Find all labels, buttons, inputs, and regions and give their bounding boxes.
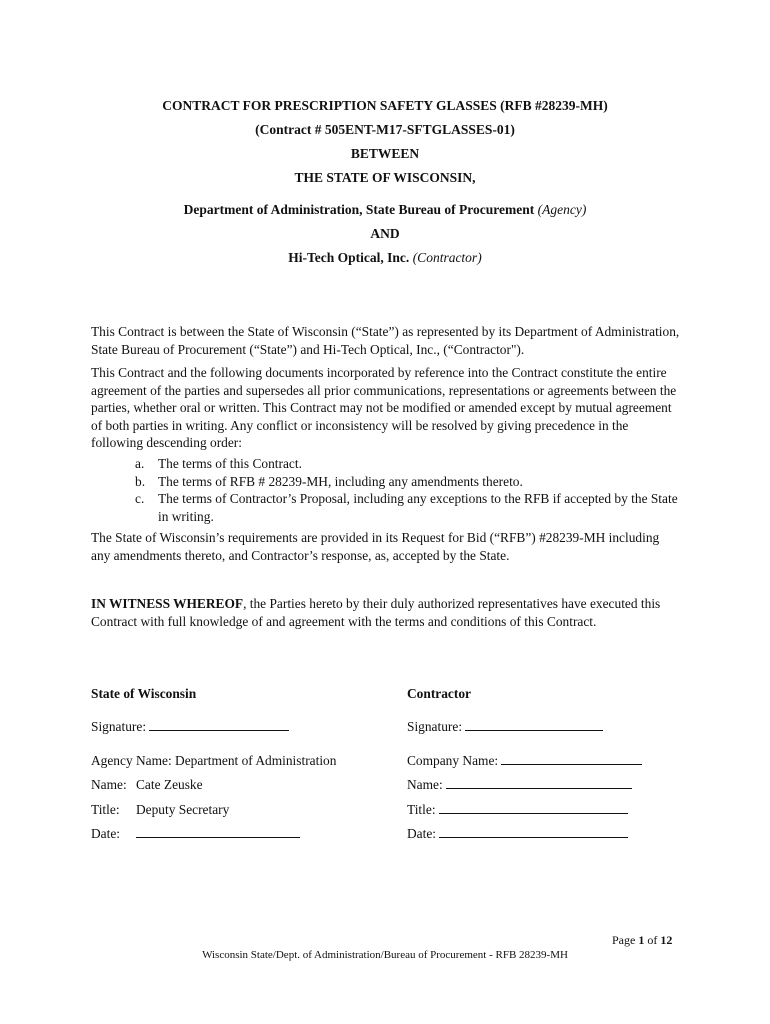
contractor-signature-label: Signature: — [407, 719, 463, 734]
state-signature-label: Signature: — [91, 719, 147, 734]
precedence-paragraph: This Contract and the following documents incorporated by reference into the Contract constitute the entire agreement of the parties and supersedes all prior communications, representations or agreements between the parties, whether oral or written. This Contract may not be modified or amended except by mutual agreement of both parties in writing. Any conflict or inconsistency will be resolved by giving precedence in the following descending order: — [91, 365, 677, 451]
contractor-date-line[interactable] — [439, 825, 628, 838]
contractor-name-line[interactable] — [446, 776, 632, 789]
list-text: The terms of this Contract. — [158, 456, 302, 471]
contractor-role: (Contractor) — [412, 250, 482, 265]
state-agency-label: Agency Name: — [91, 753, 172, 768]
contractor-signature-line[interactable] — [465, 718, 603, 731]
contractor-date-row — [407, 825, 628, 843]
list-item — [135, 473, 680, 491]
and-label: AND — [370, 226, 400, 241]
contract-title: CONTRACT FOR PRESCRIPTION SAFETY GLASSES (RFB #28239-MH) — [162, 98, 608, 113]
page-number — [612, 933, 672, 948]
contractor-name-label: Name: — [407, 777, 443, 792]
state-agency-row — [91, 752, 336, 770]
state-agency-value: Department of Administration — [175, 753, 337, 768]
contractor-heading: Contractor — [407, 686, 471, 701]
page-total: 12 — [660, 933, 673, 947]
contractor-title-label: Title: — [407, 802, 436, 817]
state-signature-line[interactable] — [149, 718, 289, 731]
contractor-title-line[interactable] — [439, 801, 628, 814]
list-text: The terms of RFB # 28239-MH, including any amendments thereto. — [158, 473, 523, 489]
contract-title-block — [0, 94, 770, 270]
between-label: BETWEEN — [350, 146, 420, 161]
page-word: Page — [612, 933, 636, 947]
witness-paragraph — [91, 595, 681, 630]
contractor-company-label: Company Name: — [407, 753, 499, 768]
precedence-list — [135, 455, 680, 525]
state-name-label: Name: — [91, 777, 127, 792]
contractor-name: Hi-Tech Optical, Inc. — [288, 250, 410, 265]
state-name: THE STATE OF WISCONSIN, — [294, 170, 476, 185]
state-date-line[interactable] — [136, 825, 300, 838]
contractor-title-row — [407, 801, 628, 819]
contractor-signature-row — [407, 718, 603, 736]
agency-role: (Agency) — [537, 202, 587, 217]
contractor-name-row — [407, 776, 632, 794]
witness-text: , the Parties hereto by their duly authorized representatives have executed this Contract with full knowledge of and agreement with the terms and conditions of this Contract. — [91, 596, 661, 629]
footer-text: Wisconsin State/Dept. of Administration/Bureau of Procurement - RFB 28239-MH — [202, 949, 568, 961]
state-title-label: Title: — [91, 802, 120, 817]
list-marker: c. — [135, 491, 145, 507]
list-item — [135, 490, 680, 525]
of-word: of — [647, 933, 658, 947]
page-current: 1 — [638, 933, 645, 947]
requirements-paragraph: The State of Wisconsin’s requirements are provided in its Request for Bid (“RFB”) #28239-MH including any amendments thereto, and Contractor’s response, as, accepted by the State. — [91, 530, 660, 563]
state-signature-row — [91, 718, 289, 736]
agency-name: Department of Administration, State Bureau of Procurement — [183, 202, 535, 217]
state-date-label: Date: — [91, 826, 120, 841]
state-name-value: Cate Zeuske — [136, 777, 203, 792]
contractor-line — [0, 246, 770, 270]
contractor-company-line[interactable] — [501, 752, 642, 765]
state-date-row — [136, 825, 300, 843]
list-text: The terms of Contractor’s Proposal, including any exceptions to the RFB if accepted by the State in writing. — [158, 491, 678, 524]
state-title-value: Deputy Secretary — [136, 802, 230, 817]
contractor-date-label: Date: — [407, 826, 436, 841]
state-heading: State of Wisconsin — [91, 686, 197, 701]
witness-heading: IN WITNESS WHEREOF — [91, 596, 244, 611]
list-item — [135, 455, 680, 473]
list-marker: b. — [135, 473, 146, 489]
agency-line — [0, 198, 770, 222]
contract-number: (Contract # 505ENT-M17-SFTGLASSES-01) — [255, 122, 515, 137]
parties-paragraph: This Contract is between the State of Wisconsin (“State”) as represented by its Department of Administration, State Bureau of Procurement (“State”) and Hi-Tech Optical, Inc., (“Contractor"). — [91, 324, 680, 357]
list-marker: a. — [135, 456, 145, 471]
contractor-company-row — [407, 752, 642, 770]
